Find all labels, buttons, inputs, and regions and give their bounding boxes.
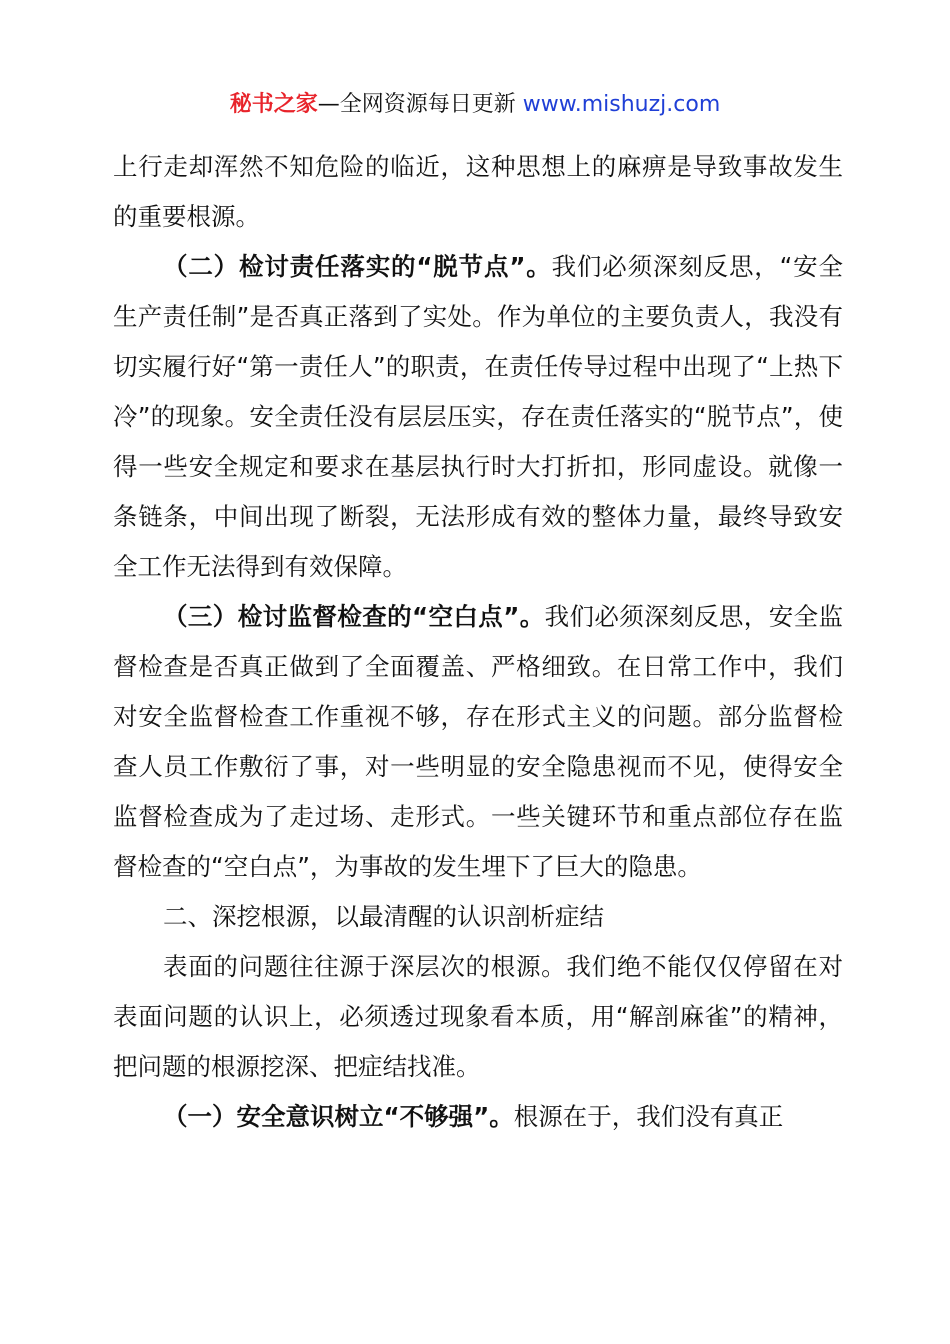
paragraph-awareness-text: 根源在于，我们没有真正 <box>513 1102 784 1131</box>
paragraph-root-cause: 表面的问题往往源于深层次的根源。我们绝不能仅仅停留在对表面问题的认识上，必须透过现象看本质，用“解剖麻雀”的精神，把问题的根源挖深、把症结找准。 <box>113 952 843 1081</box>
header-url[interactable]: www.mishuzj.com <box>522 92 721 117</box>
paragraph-continuation: 上行走却浑然不知危险的临近，这种思想上的麻痹是导致事故发生的重要根源。 <box>113 152 843 231</box>
page-header <box>0 88 950 122</box>
paragraph-responsibility <box>113 242 843 592</box>
subheading-responsibility: （二）检讨责任落实的“脱节点”。 <box>163 252 552 281</box>
paragraph-awareness <box>113 1092 843 1142</box>
paragraph-responsibility-text: 我们必须深刻反思，“安全生产责任制”是否真正落到了实处。作为单位的主要负责人，我没有切实履行好“第一责任人”的职责，在责任传导过程中出现了“上热下冷”的现象。安全责任没有层层压实，存在责任落实的“脱节点”，使得一些安全规定和要求在基层执行时大打折扣，形同虚设。就像一条链条，中间出现了断裂，无法形成有效的整体力量，最终导致安全工作无法得到有效保障。 <box>113 252 843 581</box>
paragraph-supervision-text: 我们必须深刻反思，安全监督检查是否真正做到了全面覆盖、严格细致。在日常工作中，我们对安全监督检查工作重视不够，存在形式主义的问题。部分监督检查人员工作敷衍了事，对一些明显的安全隐患视而不见，使得安全监督检查成为了走过场、走形式。一些关键环节和重点部位存在监督检查的“空白点”，为事故的发生埋下了巨大的隐患。 <box>113 602 844 881</box>
section-heading-2: 二、深挖根源，以最清醒的认识剖析症结 <box>163 902 604 931</box>
header-tagline: —全网资源每日更新 <box>317 92 516 117</box>
paragraph-supervision <box>113 592 843 892</box>
subheading-awareness: （一）安全意识树立“不够强”。 <box>163 1102 514 1131</box>
subheading-supervision: （三）检讨监督检查的“空白点”。 <box>163 602 545 631</box>
header-brand: 秘书之家 <box>229 92 318 117</box>
document-body <box>113 142 843 1142</box>
